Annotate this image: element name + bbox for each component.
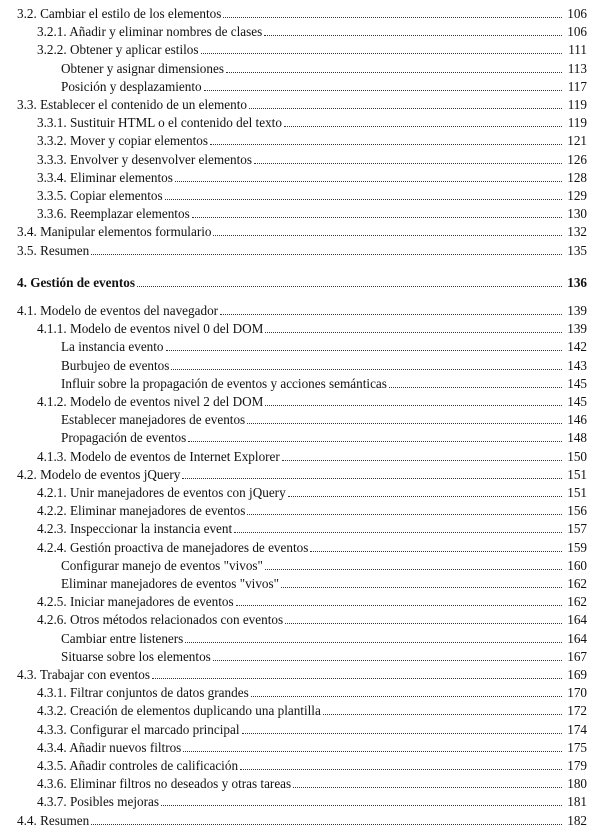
toc-entry-title: 4.3.7. Posibles mejoras (37, 794, 159, 810)
toc-page-number: 162 (567, 576, 587, 591)
toc-entry (37, 130, 587, 148)
toc-entry (61, 409, 587, 427)
toc-entry-title: Situarse sobre los elementos (61, 648, 211, 664)
toc-entry-title: Cambiar entre listeners (61, 630, 184, 646)
dot-leader (182, 478, 562, 479)
toc-entry (37, 791, 587, 809)
toc-page-number: 145 (567, 394, 587, 409)
dot-leader (210, 144, 562, 145)
toc-entry-title: 4.2.1. Unir manejadores de eventos con jQuery (37, 485, 286, 500)
dot-leader (282, 460, 562, 461)
toc-page-number: 151 (567, 485, 587, 500)
toc-entry (61, 76, 587, 94)
toc-page-number: 130 (567, 206, 587, 222)
toc-page-number: 143 (567, 357, 587, 373)
toc-page-number: 132 (567, 224, 587, 240)
dot-leader (251, 696, 562, 697)
dot-leader (171, 369, 562, 370)
toc-entry-title: 4.3.3. Configurar el marcado principal (37, 721, 240, 737)
dot-leader (213, 235, 562, 236)
toc-entry-title: 4.1.3. Modelo de eventos de Internet Explorer (37, 448, 280, 464)
dot-leader (389, 387, 562, 388)
toc-entry-title: 3.3.4. Eliminar elementos (37, 169, 173, 185)
dot-leader (152, 678, 562, 679)
toc-page-number: 170 (567, 685, 587, 701)
toc-entry (37, 518, 587, 536)
toc-entry (37, 318, 587, 336)
toc-entry-title: Establecer manejadores de eventos (61, 412, 246, 428)
toc-entry-title: 3.3.6. Reemplazar elementos (37, 206, 190, 222)
toc-page-number: 145 (567, 375, 587, 391)
toc-entry-title: 4.4. Resumen (17, 812, 90, 828)
dot-leader (91, 824, 562, 825)
toc-page-number: 162 (567, 594, 587, 610)
dot-leader (323, 714, 562, 715)
toc-entry-title: 3.3.3. Envolver y desenvolver elementos (37, 151, 252, 167)
dot-leader (91, 254, 562, 255)
toc-entry-title: 4.2.4. Gestión proactiva de manejadores de eventos (37, 539, 309, 555)
toc-entry-title: 4.2. Modelo de eventos jQuery (17, 466, 181, 482)
toc-page-number: 156 (567, 503, 587, 519)
toc-entry-title: 3.3.1. Sustituir HTML o el contenido del texto (37, 115, 282, 131)
toc-page-number: 180 (567, 776, 587, 792)
toc-entry-title: 4.1.1. Modelo de eventos nivel 0 del DOM (37, 321, 264, 337)
toc-entry-title: 4.2.6. Otros métodos relacionados con eventos (37, 612, 284, 628)
toc-entry-title: 3.4. Manipular elementos formulario (17, 224, 212, 240)
dot-leader (242, 733, 562, 734)
toc-page-number: 160 (567, 557, 587, 573)
toc-entry (61, 427, 587, 445)
toc-entry (17, 240, 587, 258)
toc-page-number: 106 (567, 24, 587, 40)
toc-page-number: 148 (567, 430, 587, 446)
toc-entry-title: 4. Gestión de eventos (17, 274, 135, 290)
toc-page-number: 117 (567, 78, 587, 94)
toc-entry (37, 537, 587, 555)
toc-entry (61, 555, 587, 573)
dot-leader (165, 199, 562, 200)
toc-entry (37, 482, 587, 500)
dot-leader (247, 514, 562, 515)
toc-entry-title: Configurar manejo de eventos "vivos" (61, 557, 263, 573)
toc-entry-title: La instancia evento (61, 339, 164, 355)
toc-entry (17, 300, 587, 318)
toc-entry (37, 755, 587, 773)
toc-page-number: 167 (567, 648, 587, 664)
dot-leader (249, 108, 562, 109)
dot-leader (161, 805, 562, 806)
toc-page-number: 128 (567, 169, 587, 185)
dot-leader (166, 350, 562, 351)
toc-entry-title: Burbujeo de eventos (61, 357, 170, 373)
toc-entry (17, 94, 587, 112)
dot-leader (204, 90, 562, 91)
dot-leader (265, 569, 562, 570)
toc-entry (61, 336, 587, 354)
toc-entry-title: 4.3. Trabajar con eventos (17, 667, 150, 682)
toc-entry (37, 700, 587, 718)
dot-leader (265, 332, 562, 333)
dot-leader (226, 72, 562, 73)
toc-entry-title: 3.2.1. Añadir y eliminar nombres de clases (37, 24, 263, 40)
dot-leader (285, 623, 562, 624)
toc-entry-title: 3.2. Cambiar el estilo de los elementos (17, 6, 222, 21)
toc-entry (37, 167, 587, 185)
toc-entry-title: Posición y desplazamiento (61, 78, 202, 94)
toc-entry (37, 591, 587, 609)
toc-entry (37, 609, 587, 627)
toc-entry-title: Influir sobre la propagación de eventos y acciones semánticas (61, 375, 387, 391)
toc-entry-title: 4.1.2. Modelo de eventos nivel 2 del DOM (37, 394, 264, 409)
toc-page-number: 119 (567, 115, 587, 131)
toc-entry (17, 221, 587, 239)
toc-page-number: 182 (567, 812, 587, 828)
toc-page-number: 175 (567, 739, 587, 755)
toc-entry-title: 4.2.2. Eliminar manejadores de eventos (37, 503, 246, 519)
toc-entry-title: 3.3.2. Mover y copiar elementos (37, 133, 209, 149)
toc-entry-title: 4.2.3. Inspeccionar la instancia event (37, 521, 233, 537)
toc-page-number: 181 (567, 794, 587, 810)
toc-page-number: 174 (567, 721, 587, 737)
dot-leader (137, 286, 562, 287)
toc-entry (61, 573, 587, 591)
dot-leader (281, 587, 562, 588)
toc-page-number: 136 (567, 274, 587, 290)
toc-page-number: 139 (567, 303, 587, 318)
toc-entry (61, 355, 587, 373)
toc-entry (37, 773, 587, 791)
toc-entry (37, 203, 587, 221)
dot-leader (183, 751, 562, 752)
toc-page-number: 157 (567, 521, 587, 537)
toc-entry (61, 373, 587, 391)
toc-page-number: 159 (567, 539, 587, 555)
toc-page-number: 164 (567, 630, 587, 646)
toc-entry (61, 58, 587, 76)
dot-leader (192, 217, 562, 218)
toc-entry (17, 810, 587, 828)
dot-leader (293, 787, 562, 788)
toc-page-number: 169 (567, 667, 587, 682)
toc-entry (37, 185, 587, 203)
toc-entry-title: Eliminar manejadores de eventos "vivos" (61, 576, 280, 591)
dot-leader (265, 405, 562, 406)
dot-leader (188, 441, 562, 442)
dot-leader (201, 53, 562, 54)
toc-entry-title: 4.3.4. Añadir nuevos filtros (37, 739, 182, 755)
toc-page-number: 119 (567, 97, 587, 112)
toc-entry (37, 39, 587, 57)
dot-leader (240, 769, 562, 770)
toc-entry (37, 682, 587, 700)
toc-page-number: 146 (567, 412, 587, 428)
toc-entry (17, 664, 587, 682)
toc-entry-title: Obtener y asignar dimensiones (61, 60, 224, 76)
dot-leader (284, 126, 562, 127)
toc-page-number: 179 (567, 758, 587, 773)
dot-leader (254, 163, 562, 164)
toc-entry (37, 21, 587, 39)
toc-page-number: 111 (568, 42, 587, 58)
toc-entry (17, 3, 587, 21)
toc-entry (61, 646, 587, 664)
toc-page-number: 164 (567, 612, 587, 628)
toc-entry-title: 3.2.2. Obtener y aplicar estilos (37, 42, 199, 58)
toc-page-number: 106 (567, 6, 587, 21)
toc-entry-title: 4.1. Modelo de eventos del navegador (17, 303, 219, 318)
dot-leader (185, 642, 562, 643)
toc-page-number: 126 (567, 151, 587, 167)
toc-page-number: 129 (567, 188, 587, 203)
toc-entry (37, 112, 587, 130)
dot-leader (236, 605, 562, 606)
toc-page-number: 113 (567, 60, 587, 76)
toc-page-number: 142 (567, 339, 587, 355)
toc-entry-title: Propagación de eventos (61, 430, 187, 446)
toc-entry (61, 628, 587, 646)
toc-entry-title: 4.2.5. Iniciar manejadores de eventos (37, 594, 234, 610)
toc-page-number: 150 (567, 448, 587, 464)
dot-leader (223, 17, 562, 18)
toc-entry-title: 4.3.1. Filtrar conjuntos de datos grandes (37, 685, 249, 701)
toc-entry (17, 272, 587, 290)
toc-entry-title: 3.5. Resumen (17, 242, 90, 258)
toc-entry (37, 719, 587, 737)
toc-entry (37, 391, 587, 409)
dot-leader (234, 532, 562, 533)
dot-leader (175, 181, 562, 182)
dot-leader (220, 314, 562, 315)
toc-page-number: 139 (567, 321, 587, 337)
toc-entry (37, 446, 587, 464)
toc-entry-title: 4.3.2. Creación de elementos duplicando una plantilla (37, 703, 321, 719)
toc-entry (17, 464, 587, 482)
dot-leader (288, 496, 562, 497)
toc-page-number: 121 (567, 133, 587, 149)
toc-page-number: 151 (567, 466, 587, 482)
toc-entry (37, 149, 587, 167)
toc-page-number: 172 (567, 703, 587, 719)
dot-leader (310, 551, 562, 552)
toc-entry-title: 3.3.5. Copiar elementos (37, 188, 163, 203)
toc-entry-title: 4.3.6. Eliminar filtros no deseados y otras tareas (37, 776, 292, 792)
toc-page-number: 135 (567, 242, 587, 258)
dot-leader (247, 423, 562, 424)
toc-entry (37, 737, 587, 755)
toc-entry-title: 3.3. Establecer el contenido de un elemento (17, 97, 247, 112)
dot-leader (264, 35, 562, 36)
toc-entry-title: 4.3.5. Añadir controles de calificación (37, 758, 239, 773)
toc-entry (37, 500, 587, 518)
dot-leader (213, 660, 562, 661)
